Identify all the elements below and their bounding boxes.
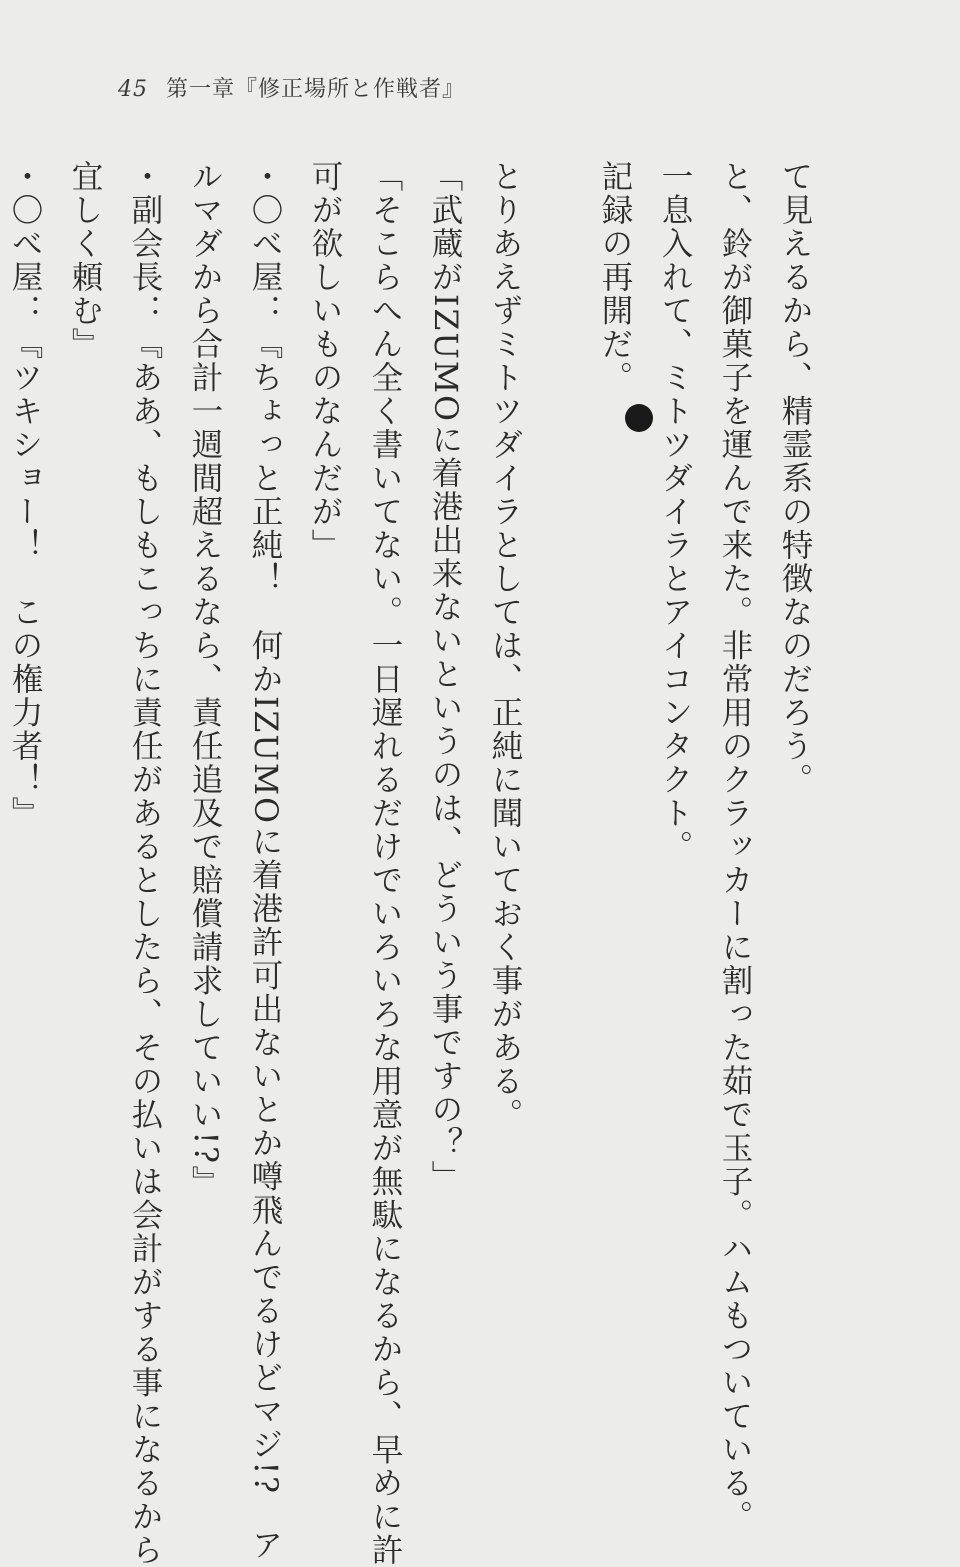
- text-line: ・〇べ屋：『ちょっと正純！ 何かIZUMOに着港許可出ないとか噂飛んでるけどマジ!? ア: [247, 160, 283, 1563]
- text-line: て見えるから、精霊系の特徴なのだろう。: [777, 160, 813, 797]
- text-line: とりあえずミトツダイラとしては、正純に聞いておく事がある。: [487, 160, 523, 1132]
- text-line: ・〇べ屋：『ツキショー！ この権力者！』: [7, 160, 43, 830]
- text-line: 「武蔵がIZUMOに着港出来ないというのは、どういう事ですの？」: [427, 160, 463, 1194]
- text-line: 記録の再開だ。: [597, 160, 633, 395]
- text-line: 一息入れて、ミトツダイラとアイコンタクト。: [657, 160, 693, 864]
- text-line: 「そこらへん全く書いてない。一日遅れるだけでいろいろな用意が無駄になるから、早めに許: [367, 160, 403, 1567]
- page-number: 45: [118, 77, 148, 102]
- text-line: ・副会長：『ああ、もしもこっちに責任があるとしたら、その払いは会計がする事になるから: [127, 160, 163, 1567]
- section-gap: [535, 160, 585, 1270]
- chapter-title: 第一章『修正場所と作戦者』: [166, 77, 466, 102]
- text-line: 宜しく頼む』: [67, 160, 103, 361]
- text-line: 可が欲しいものなんだが」: [307, 160, 343, 562]
- text-line: ルマダから合計一週間超えるなら、責任追及で賠償請求していい!?』: [187, 160, 223, 1199]
- body-text: [7, 160, 825, 1567]
- running-head: [118, 72, 465, 103]
- text-line: と、鈴が御菓子を運んで来た。非常用のクラッカーに割った茹で玉子。ハムもついている。: [717, 160, 753, 1534]
